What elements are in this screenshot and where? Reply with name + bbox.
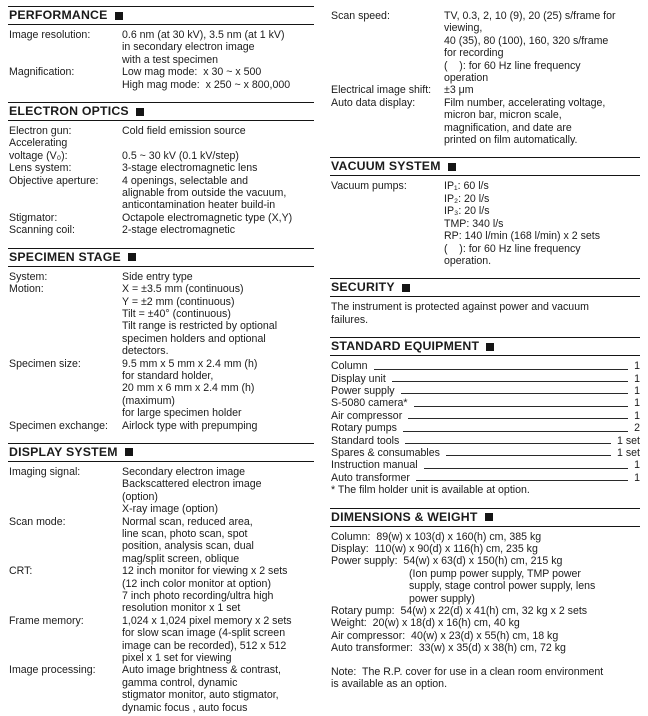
spec-row — [9, 224, 314, 236]
paragraph-line: The instrument is protected against power and vacuum — [331, 301, 589, 314]
spec-value-line: micron bar, micron scale, — [444, 109, 562, 122]
section-header — [330, 278, 640, 297]
spec-row — [331, 180, 640, 267]
equipment-row — [331, 385, 640, 397]
section-vacuum-system — [330, 157, 640, 269]
equipment-leader-line — [422, 459, 631, 471]
spec-values — [122, 516, 314, 566]
equipment-name: Auto transformer — [331, 471, 410, 484]
spec-row — [9, 516, 314, 566]
spec-value-line: specimen holders and optional — [122, 332, 266, 345]
spec-values — [122, 271, 314, 283]
spec-value-line: line scan, photo scan, spot — [122, 528, 248, 540]
section-title: STANDARD EQUIPMENT — [331, 339, 480, 354]
spec-label: Scan speed: — [331, 10, 390, 22]
spec-values — [122, 283, 314, 357]
equipment-leader-line — [390, 373, 630, 385]
spec-value-line: printed on film automatically. — [444, 134, 578, 147]
spec-label: Specimen exchange: — [9, 419, 108, 432]
spec-label: Specimen size: — [9, 357, 81, 370]
spec-value-line: 3-stage electromagnetic lens — [122, 162, 258, 175]
spec-row — [9, 664, 314, 714]
equipment-qty: 2 — [634, 422, 640, 435]
spec-row — [331, 97, 640, 147]
section-electron-optics — [8, 102, 314, 239]
spec-value-line: Auto image brightness & contrast, — [122, 664, 281, 677]
section-marker-icon — [115, 12, 123, 20]
section-header — [8, 102, 314, 121]
spec-values — [444, 180, 640, 267]
spec-value-line: 40 (35), 80 (100), 160, 320 s/frame — [444, 34, 609, 47]
equipment-qty: 1 — [634, 471, 640, 484]
spec-value-line: 20 mm x 6 mm x 2.4 mm (h) — [122, 382, 255, 395]
spec-value-line: Airlock type with prepumping — [122, 419, 258, 432]
section-scan-speed-continued — [330, 6, 640, 148]
spec-row — [9, 137, 314, 149]
equipment-leader-line — [444, 447, 613, 459]
spec-value-line: mag/split screen, oblique — [122, 552, 240, 565]
section-body — [8, 121, 314, 239]
equipment-row — [331, 422, 640, 434]
spec-value-line: Cold field emission source — [122, 125, 246, 138]
spec-row — [9, 271, 314, 283]
spec-value-line: 0.5 ~ 30 kV (0.1 kV/step) — [122, 149, 239, 162]
spec-value-line: operation. — [444, 254, 492, 267]
equipment-qty: 1 — [634, 409, 640, 422]
spec-value-line: dynamic focus , auto focus — [122, 701, 248, 714]
spec-values — [444, 97, 640, 147]
spec-values — [122, 358, 314, 420]
section-title: PERFORMANCE — [9, 8, 108, 22]
section-title: SECURITY — [331, 280, 395, 295]
spec-values — [122, 162, 314, 174]
equipment-row — [331, 447, 640, 459]
dimension-line: Weight: 20(w) x 18(d) x 16(h) cm, 40 kg — [331, 617, 520, 630]
spec-value-line: Tilt = ±40° (continuous) — [122, 307, 231, 320]
spec-label: Frame memory: — [9, 614, 84, 627]
spec-values — [122, 615, 314, 665]
equipment-qty: 1 set — [617, 434, 640, 447]
spec-values — [122, 212, 314, 224]
section-header — [330, 508, 640, 527]
spec-label: Motion: — [9, 283, 44, 296]
spec-value-line: High mag mode: x 250 ~ x 800,000 — [122, 78, 291, 91]
section-body — [8, 25, 314, 93]
equipment-name: Column — [331, 360, 368, 373]
spec-value-line: (maximum) — [122, 394, 175, 407]
spec-label: CRT: — [9, 565, 33, 578]
section-header — [330, 157, 640, 176]
equipment-row — [331, 472, 640, 484]
spec-value-line: for recording — [444, 47, 504, 60]
spec-row — [9, 615, 314, 665]
dimension-line: (Ion pump power supply, TMP power — [409, 567, 581, 580]
section-dimensions-weight — [330, 508, 640, 693]
spec-row — [9, 150, 314, 162]
spec-value-line: ( ): for 60 Hz line frequency — [444, 59, 581, 72]
spec-values — [122, 565, 314, 615]
section-marker-icon — [402, 284, 410, 292]
section-marker-icon — [125, 448, 133, 456]
spec-value-line: 7 inch photo recording/ultra high — [122, 590, 274, 603]
equipment-leader-line — [406, 410, 630, 422]
spec-label: Electron gun: — [9, 125, 72, 138]
spec-value-line: Side entry type — [122, 270, 193, 283]
spec-values — [122, 125, 314, 137]
section-header — [8, 248, 314, 267]
spec-values — [122, 175, 314, 212]
spec-value-line: 2-stage electromagnetic — [122, 224, 236, 237]
note-block — [331, 666, 640, 691]
spec-values — [122, 420, 314, 432]
spec-value-line: Y = ±2 mm (continuous) — [122, 295, 235, 308]
spec-value-line: ±3 μm — [444, 84, 474, 97]
equipment-footnote: * The film holder unit is available at option. — [331, 484, 530, 497]
spec-value-line: 4 openings, selectable and — [122, 174, 249, 187]
spec-row — [9, 175, 314, 212]
spec-value-line: alignable from outside the vacuum, — [122, 187, 287, 200]
spec-value-line: pixel x 1 set for viewing — [122, 652, 232, 665]
spec-value-line: Octapole electromagnetic type (X,Y) — [122, 211, 293, 224]
spec-label: Imaging signal: — [9, 465, 81, 478]
note-line: is available as an option. — [331, 678, 448, 691]
equipment-qty: 1 — [634, 397, 640, 410]
spec-value-line: Film number, accelerating voltage, — [444, 96, 606, 109]
spec-value-line: Tilt range is restricted by optional — [122, 320, 278, 333]
spec-value-line: ( ): for 60 Hz line frequency — [444, 242, 581, 255]
spec-row — [9, 283, 314, 357]
equipment-leader-line — [401, 422, 630, 434]
section-body — [330, 356, 640, 498]
spec-label: Auto data display: — [331, 96, 416, 109]
spec-value-line: IP₃: 20 l/s — [444, 205, 490, 218]
spec-value-line: RP: 140 l/min (168 l/min) x 2 sets — [444, 230, 601, 243]
section-title: DIMENSIONS & WEIGHT — [331, 509, 478, 524]
spec-value-line: (12 inch color monitor at option) — [122, 577, 271, 590]
spec-label: Lens system: — [9, 162, 72, 175]
equipment-row — [331, 435, 640, 447]
spec-row — [9, 420, 314, 432]
spec-value-line: Secondary electron image — [122, 465, 246, 478]
dimension-line: Auto transformer: 33(w) x 35(d) x 38(h) cm, 72 kg — [331, 642, 566, 655]
spec-values — [122, 66, 314, 91]
spec-value-line: magnification, and date are — [444, 121, 572, 134]
column-right — [330, 6, 640, 716]
spec-label: Objective aperture: — [9, 174, 99, 187]
section-title: ELECTRON OPTICS — [9, 104, 129, 119]
spec-value-line: stigmator monitor, auto stigmator, — [122, 689, 279, 702]
spec-value-line: anticontamination heater build-in — [122, 199, 276, 212]
spec-row — [9, 565, 314, 615]
spec-value-line: X = ±3.5 mm (continuous) — [122, 283, 244, 296]
equipment-name: Power supply — [331, 384, 395, 397]
equipment-leader-line — [403, 435, 613, 447]
spec-value-line: Backscattered electron image — [122, 478, 262, 491]
section-body — [8, 462, 314, 716]
equipment-name: S-5080 camera* — [331, 397, 408, 410]
spec-row — [9, 466, 314, 516]
spec-value-line: IP₂: 20 l/s — [444, 192, 490, 205]
section-body — [330, 527, 640, 693]
spec-values — [444, 84, 640, 96]
equipment-row — [331, 360, 640, 372]
equipment-name: Spares & consumables — [331, 446, 440, 459]
spec-values — [122, 664, 314, 714]
spec-value-line: operation — [444, 72, 489, 85]
section-body — [330, 176, 640, 269]
section-performance — [8, 6, 314, 93]
spec-label: voltage (V₀): — [9, 149, 68, 162]
equipment-qty: 1 set — [617, 446, 640, 459]
spec-label: Image processing: — [9, 664, 96, 677]
spec-values — [122, 466, 314, 516]
section-marker-icon — [486, 343, 494, 351]
spec-value-line: Low mag mode: x 30 ~ x 500 — [122, 66, 262, 79]
spec-label: Magnification: — [9, 66, 75, 79]
equipment-qty: 1 — [634, 384, 640, 397]
spec-values — [122, 150, 314, 162]
dimension-line: Column: 89(w) x 103(d) x 160(h) cm, 385 kg — [331, 530, 542, 543]
spec-value-line: with a test specimen — [122, 53, 218, 66]
spec-label: Scanning coil: — [9, 224, 75, 237]
equipment-leader-line — [399, 385, 631, 397]
spec-label: Vacuum pumps: — [331, 180, 407, 193]
section-display-system — [8, 443, 314, 716]
section-header — [8, 443, 314, 462]
equipment-row — [331, 410, 640, 422]
section-standard-equipment — [330, 337, 640, 498]
section-security — [330, 278, 640, 328]
dimension-line: Rotary pump: 54(w) x 22(d) x 41(h) cm, 32 kg x 2 sets — [331, 605, 588, 618]
spec-row — [331, 84, 640, 96]
spec-label: Scan mode: — [9, 515, 66, 528]
spec-value-line: image can be recorded), 512 x 512 — [122, 639, 287, 652]
spec-value-line: for large specimen holder — [122, 407, 242, 420]
section-title: SPECIMEN STAGE — [9, 249, 121, 264]
spec-value-line: resolution monitor x 1 set — [122, 602, 241, 615]
spec-value-line: TV, 0.3, 2, 10 (9), 20 (25) s/frame for — [444, 10, 616, 22]
equipment-row — [331, 373, 640, 385]
section-marker-icon — [485, 513, 493, 521]
section-header — [330, 337, 640, 356]
equipment-qty: 1 — [634, 459, 640, 472]
spec-values — [444, 10, 640, 84]
spec-row — [9, 162, 314, 174]
spec-value-line: for slow scan image (4-split screen — [122, 627, 286, 640]
dimension-line: power supply) — [409, 592, 475, 605]
spec-value-line: X-ray image (option) — [122, 503, 218, 516]
equipment-name: Instruction manual — [331, 459, 418, 472]
spec-value-line: TMP: 340 l/s — [444, 217, 504, 230]
section-title: DISPLAY SYSTEM — [9, 444, 118, 459]
dimension-line: Air compressor: 40(w) x 23(d) x 55(h) cm, 18 kg — [331, 629, 559, 642]
spec-value-line: detectors. — [122, 345, 169, 358]
spec-label: Electrical image shift: — [331, 84, 432, 97]
equipment-name: Rotary pumps — [331, 422, 397, 435]
equipment-name: Air compressor — [331, 409, 403, 422]
spec-value-line: 9.5 mm x 5 mm x 2.4 mm (h) — [122, 357, 258, 370]
spec-row — [9, 358, 314, 420]
equipment-leader-line — [412, 397, 631, 409]
spec-label: Accelerating — [9, 137, 68, 150]
spec-row — [9, 29, 314, 66]
equipment-row — [331, 397, 640, 409]
spec-row — [9, 125, 314, 137]
spec-value-line: viewing, — [444, 22, 483, 35]
equipment-row — [331, 459, 640, 471]
equipment-leader-line — [372, 360, 631, 372]
equipment-name: Standard tools — [331, 434, 400, 447]
section-header — [8, 6, 314, 25]
spec-values — [122, 224, 314, 236]
section-marker-icon — [448, 163, 456, 171]
spec-label: Image resolution: — [9, 29, 91, 41]
spec-row — [9, 66, 314, 91]
spec-value-line: 1,024 x 1,024 pixel memory x 2 sets — [122, 614, 292, 627]
spec-value-line: gamma control, dynamic — [122, 676, 238, 689]
note-line: Note: The R.P. cover for use in a clean room environment — [331, 665, 604, 678]
spec-value-line: Normal scan, reduced area, — [122, 515, 253, 528]
section-marker-icon — [128, 253, 136, 261]
section-body — [330, 6, 640, 148]
dimension-line: supply, stage control power supply, lens — [409, 580, 596, 593]
spec-row — [331, 10, 640, 84]
spec-values — [122, 29, 314, 66]
section-body — [330, 297, 640, 328]
section-title: VACUUM SYSTEM — [331, 159, 441, 174]
section-body — [8, 267, 314, 434]
spec-value-line: in secondary electron image — [122, 41, 255, 54]
spec-value-line: 0.6 nm (at 30 kV), 3.5 nm (at 1 kV) — [122, 29, 285, 41]
spec-label: System: — [9, 270, 48, 283]
section-specimen-stage — [8, 248, 314, 434]
spec-value-line: position, analysis scan, dual — [122, 540, 254, 553]
paragraph-line: failures. — [331, 313, 369, 326]
equipment-leader-line — [414, 472, 630, 484]
dimension-line: Display: 110(w) x 90(d) x 116(h) cm, 235 kg — [331, 543, 538, 555]
equipment-name: Display unit — [331, 372, 386, 385]
spec-value-line: (option) — [122, 490, 158, 503]
spec-value-line: 12 inch monitor for viewing x 2 sets — [122, 565, 288, 578]
spec-label: Stigmator: — [9, 211, 58, 224]
spec-row — [9, 212, 314, 224]
section-marker-icon — [136, 108, 144, 116]
spec-value-line: IP₁: 60 l/s — [444, 180, 489, 193]
spec-value-line: for standard holder, — [122, 369, 214, 382]
column-left — [8, 6, 314, 716]
dimension-line: Power supply: 54(w) x 63(d) x 150(h) cm, 215 kg — [331, 555, 563, 568]
equipment-qty: 1 — [634, 372, 640, 385]
equipment-qty: 1 — [634, 360, 640, 373]
